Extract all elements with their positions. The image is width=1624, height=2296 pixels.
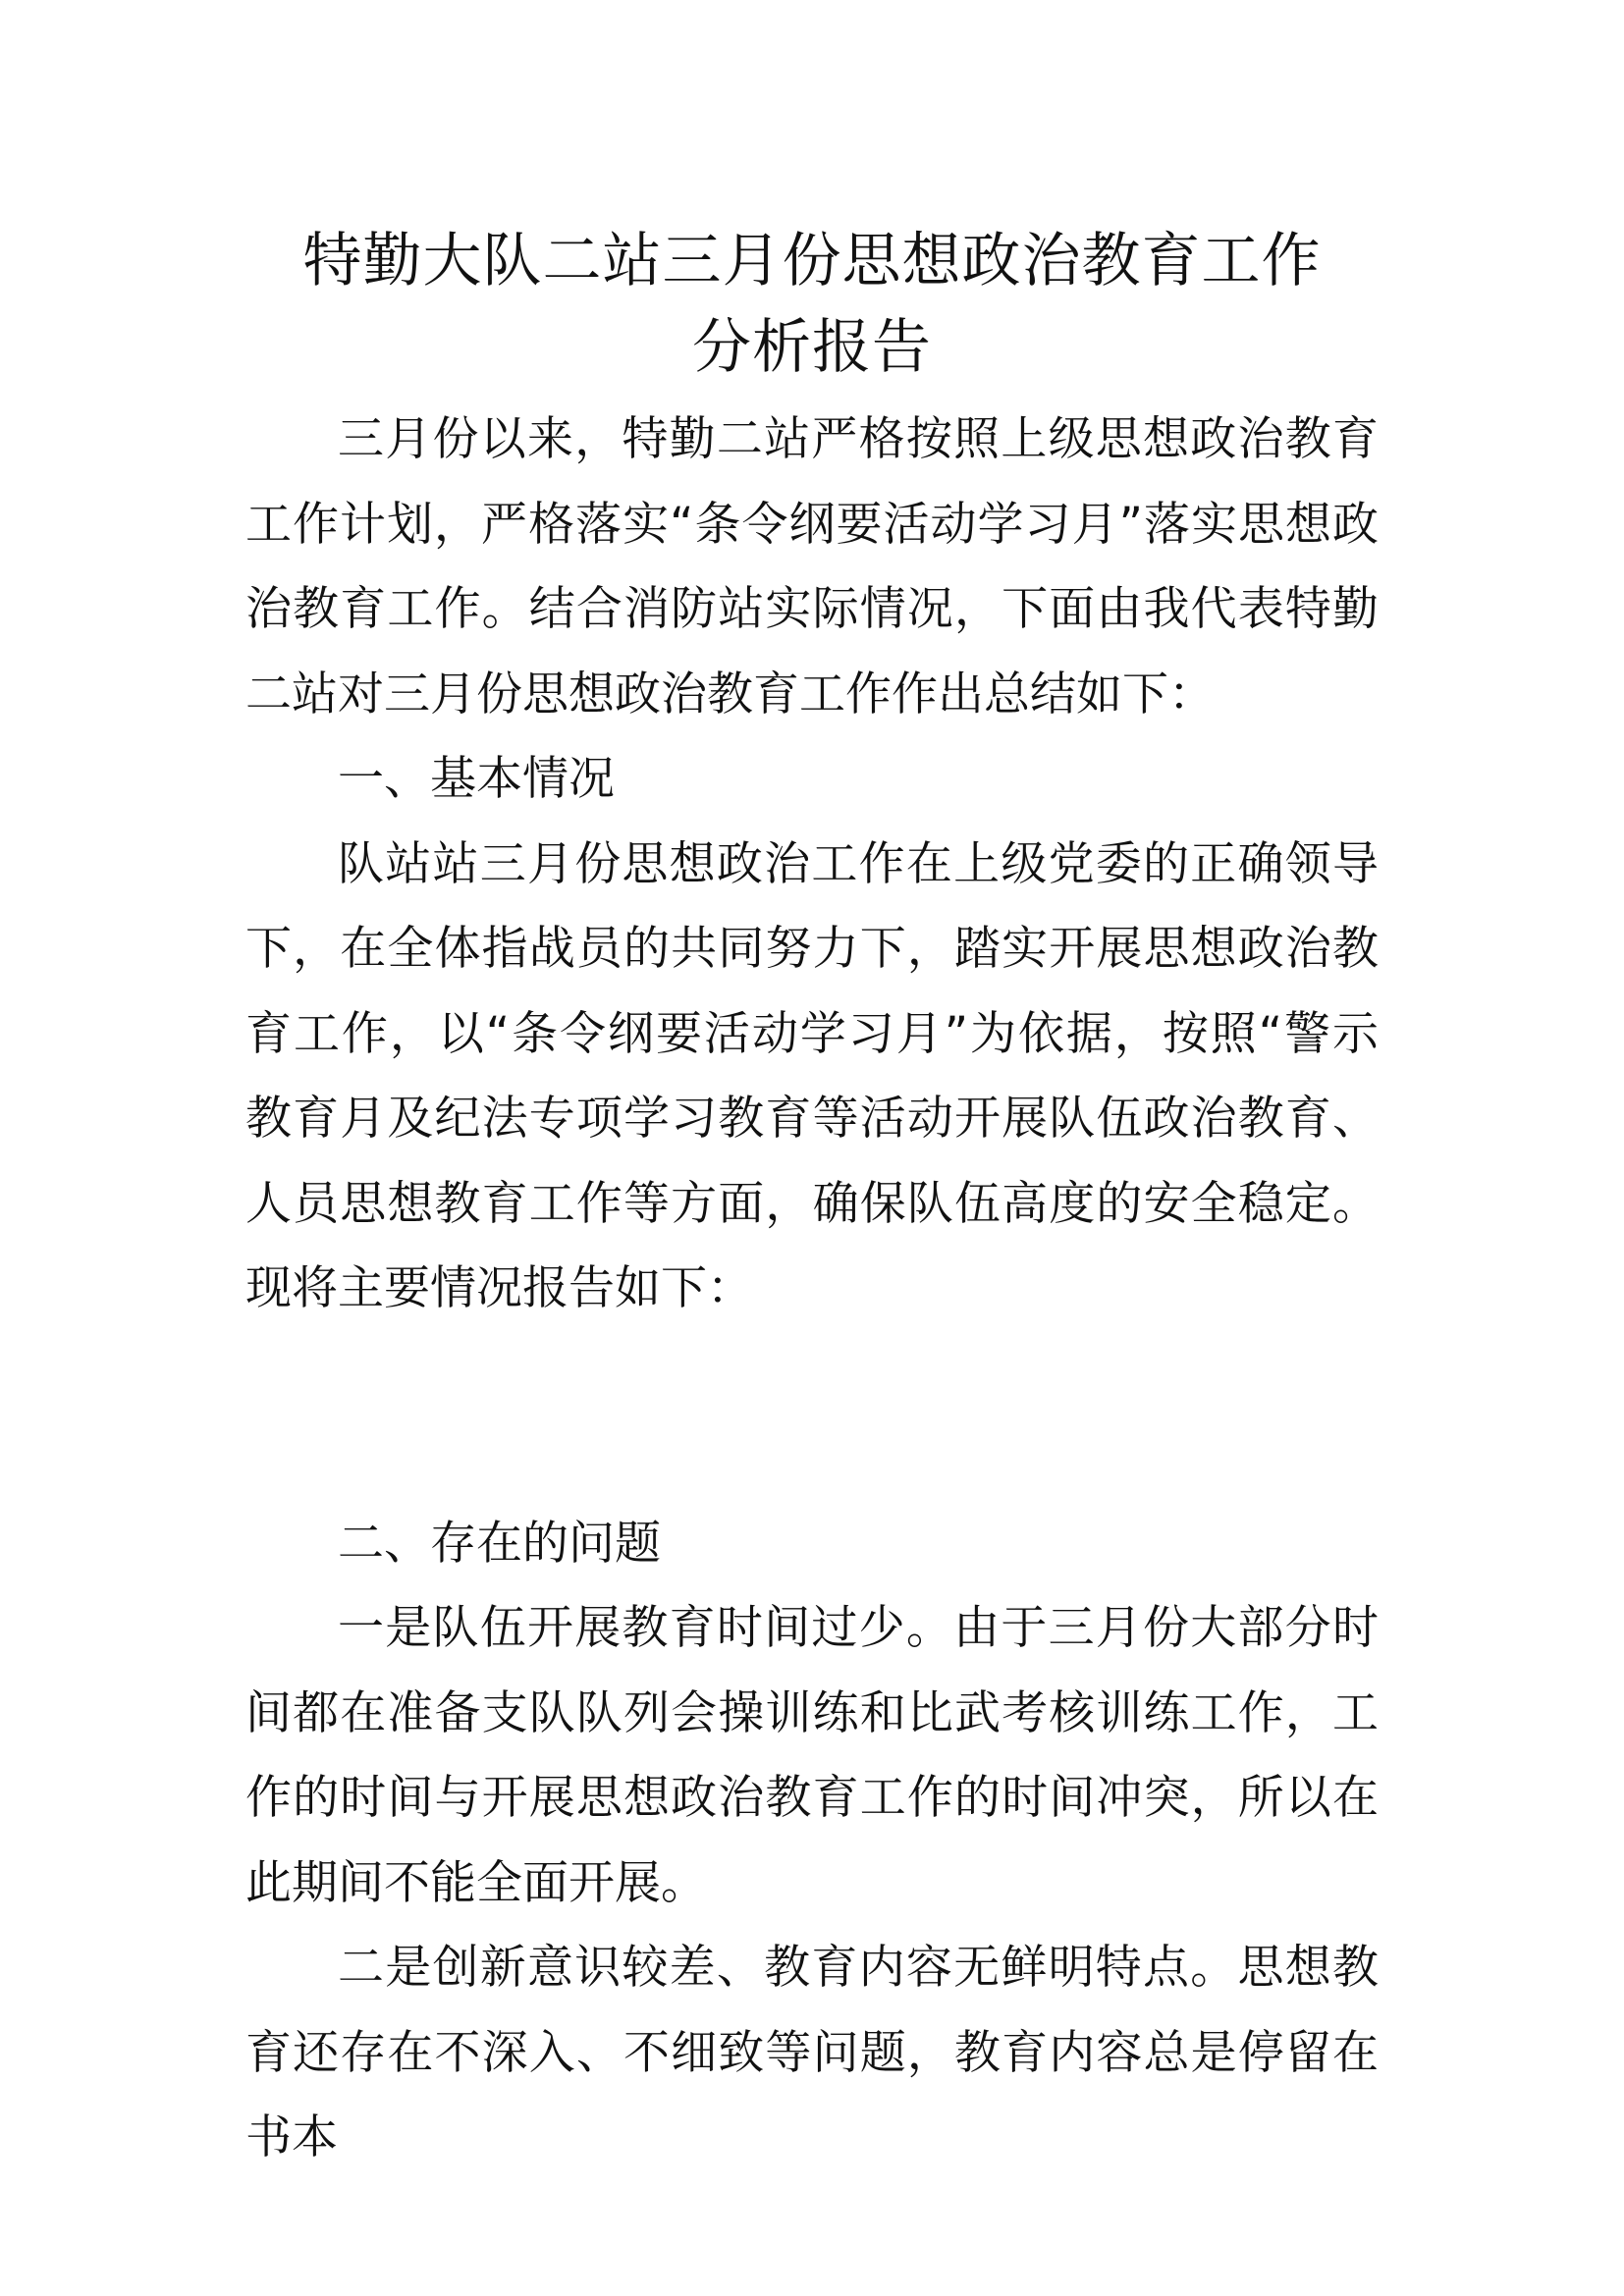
blank-gap [245,1332,1379,1502]
report-title-line-1: 特勤大队二站三月份思想政治教育工作 [302,227,1322,295]
basic-situation-paragraph: 队站站三月份思想政治工作在上级党委的正确领导下，在全体指战员的共同努力下，踏实开展思想政治教育工作，以“条令纲要活动学习月”为依据，按照“警示教育月及纪法专项学习教育等活动开展队伍政治教育、人员思想教育工作等方面，确保队伍高度的安全稳定。现将主要情况报告如下： [245,836,1379,1315]
problem-2-paragraph: 二是创新意识较差、教育内容无鲜明特点。思想教育还存在不深入、不细致等问题，教育内容总是停留在书本 [245,1941,1379,2164]
section-heading-existing-problems: 二、存在的问题 [338,1516,661,1571]
report-body [245,398,1379,2181]
intro-paragraph: 三月份以来，特勤二站严格按照上级思想政治教育工作计划，严格落实“条令纲要活动学习月”落实思想政治教育工作。结合消防站实际情况，下面由我代表特勤二站对三月份思想政治教育工作作出总结如下： [245,412,1379,721]
report-title-line-2: 分析报告 [692,313,932,382]
section-heading-basic-situation: 一、基本情况 [338,752,615,806]
problem-1-paragraph: 一是队伍开展教育时间过少。由于三月份大部分时间都在准备支队队列会操训练和比武考核训练工作，工作的时间与开展思想政治教育工作的时间冲突，所以在此期间不能全面开展。 [245,1601,1379,1910]
